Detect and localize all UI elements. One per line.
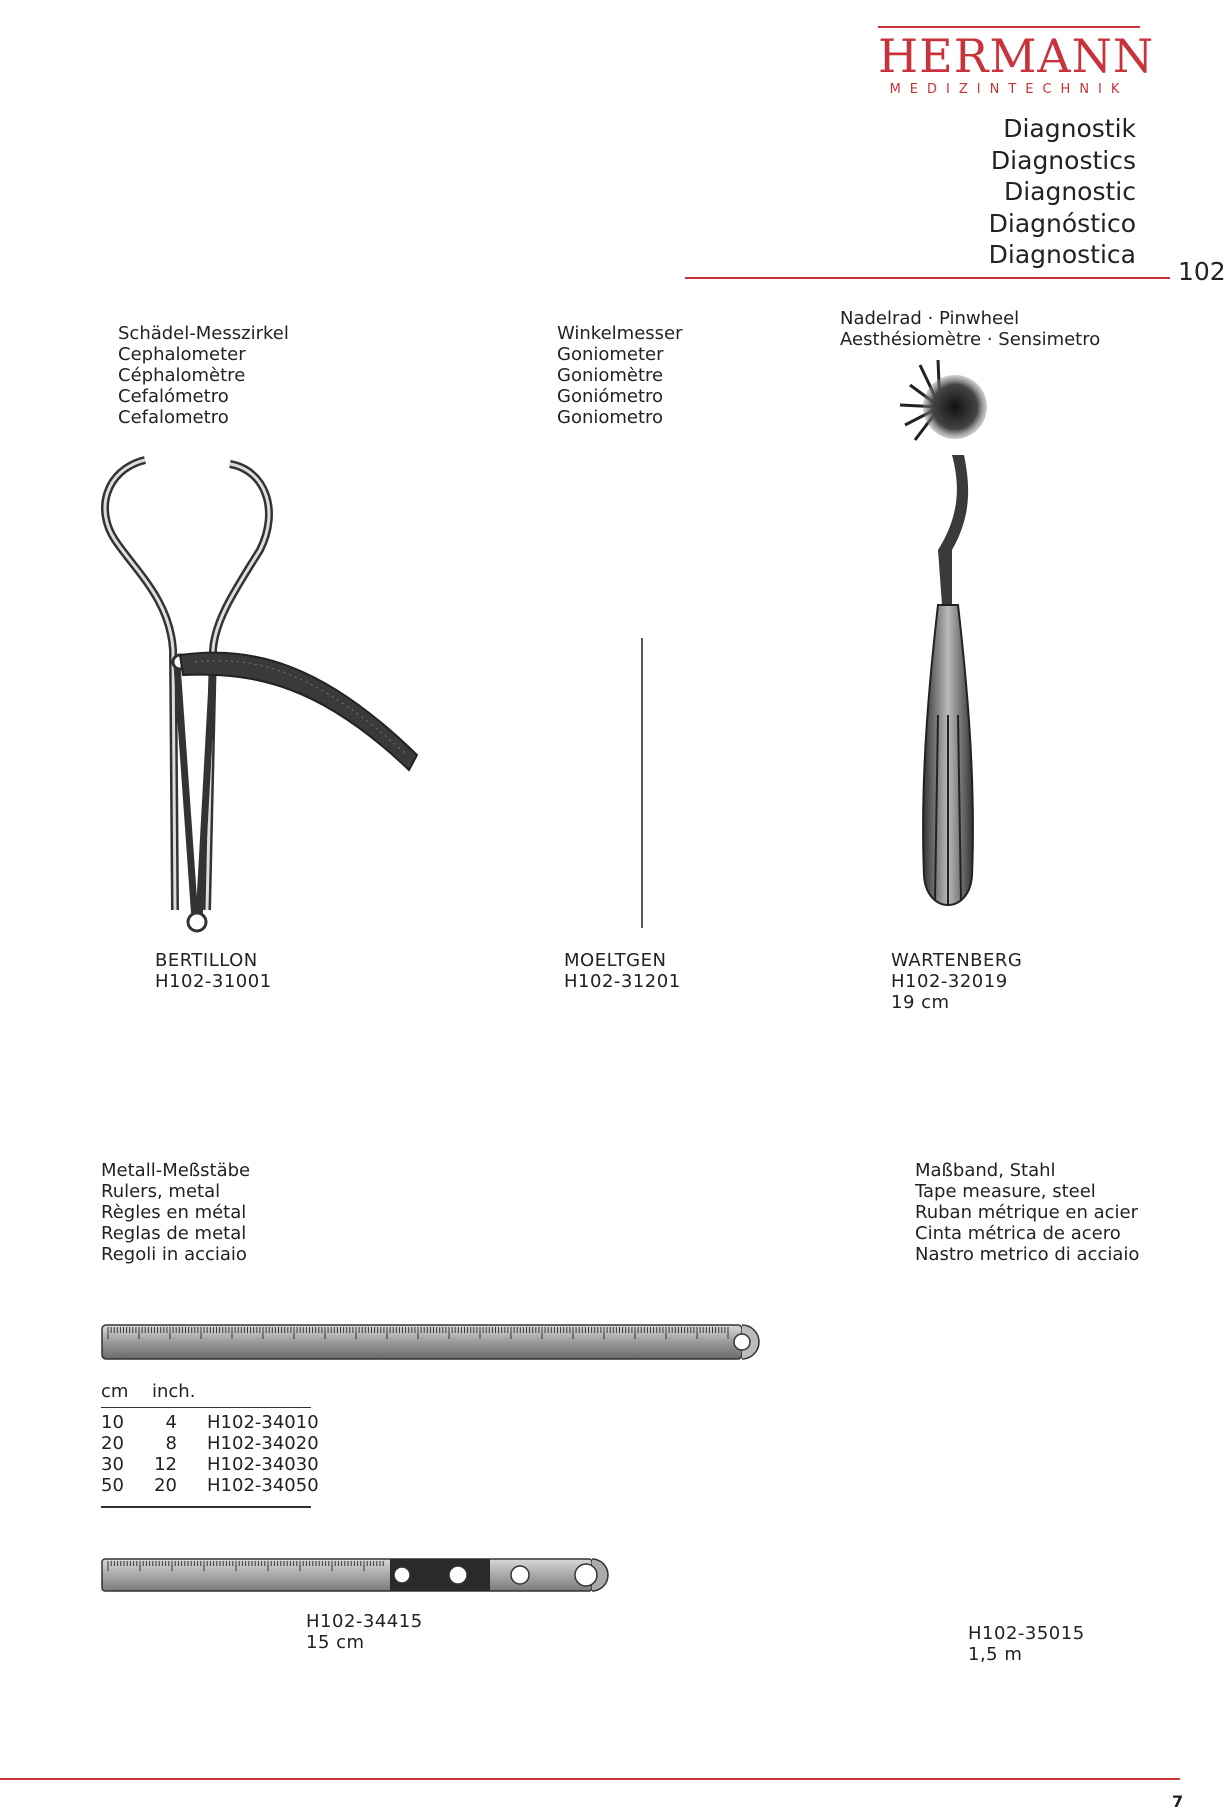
cephalometer-image xyxy=(95,450,435,940)
page-number: 7 xyxy=(1172,1792,1184,1811)
table-row: 20 8 H102-34020 xyxy=(101,1433,319,1454)
goniometer-image xyxy=(640,638,646,928)
table-rule-bottom xyxy=(101,1506,311,1508)
footer-rule xyxy=(0,1778,1180,1780)
pinwheel-caption: WARTENBERG H102-32019 19 cm xyxy=(891,950,1023,1013)
table-row: 30 12 H102-34030 xyxy=(101,1454,319,1475)
tape-names: Maßband, Stahl Tape measure, steel Ruban métrique en acier Cinta métrica de acero Nastro metrico di acciaio xyxy=(915,1160,1140,1265)
category-es: Diagnóstico xyxy=(988,208,1136,238)
small-ruler-image xyxy=(102,1557,612,1595)
category-fr: Diagnostic xyxy=(1003,177,1136,206)
brand-subtitle: MEDIZINTECHNIK xyxy=(889,82,1129,97)
table-row: 50 20 H102-34050 xyxy=(101,1475,319,1496)
brand-logo: HERMANN xyxy=(878,29,1155,83)
pinwheel-names: Nadelrad · Pinwheel Aesthésiomètre · Sensimetro xyxy=(840,308,1101,350)
cephalometer-names: Schädel-Messzirkel Cephalometer Céphalomètre Cefalómetro Cefalometro xyxy=(118,323,289,428)
table-row: 10 4 H102-34010 xyxy=(101,1412,319,1433)
cephalometer-caption: BERTILLON H102-31001 xyxy=(155,950,272,992)
rulers-names: Metall-Meßstäbe Rulers, metal Règles en métal Reglas de metal Regoli in acciaio xyxy=(101,1160,251,1265)
section-number: 102 xyxy=(1178,257,1226,286)
table-rule-top xyxy=(101,1407,311,1408)
tape-caption: H102-35015 1,5 m xyxy=(968,1623,1085,1665)
pinwheel-image xyxy=(880,355,1020,935)
goniometer-caption: MOELTGEN H102-31201 xyxy=(564,950,681,992)
header-rule xyxy=(685,277,1170,279)
category-list xyxy=(989,113,1136,271)
long-ruler-image xyxy=(102,1323,760,1363)
small-ruler-caption: H102-34415 15 cm xyxy=(306,1611,423,1653)
category-en: Diagnostics xyxy=(990,145,1136,175)
category-de: Diagnostik xyxy=(1003,114,1136,143)
goniometer-names: Winkelmesser Goniometer Goniomètre Goniómetro Goniometro xyxy=(557,323,683,428)
ruler-table-header: cm inch. xyxy=(101,1381,196,1402)
category-it: Diagnostica xyxy=(988,240,1136,269)
ruler-table xyxy=(101,1412,319,1496)
